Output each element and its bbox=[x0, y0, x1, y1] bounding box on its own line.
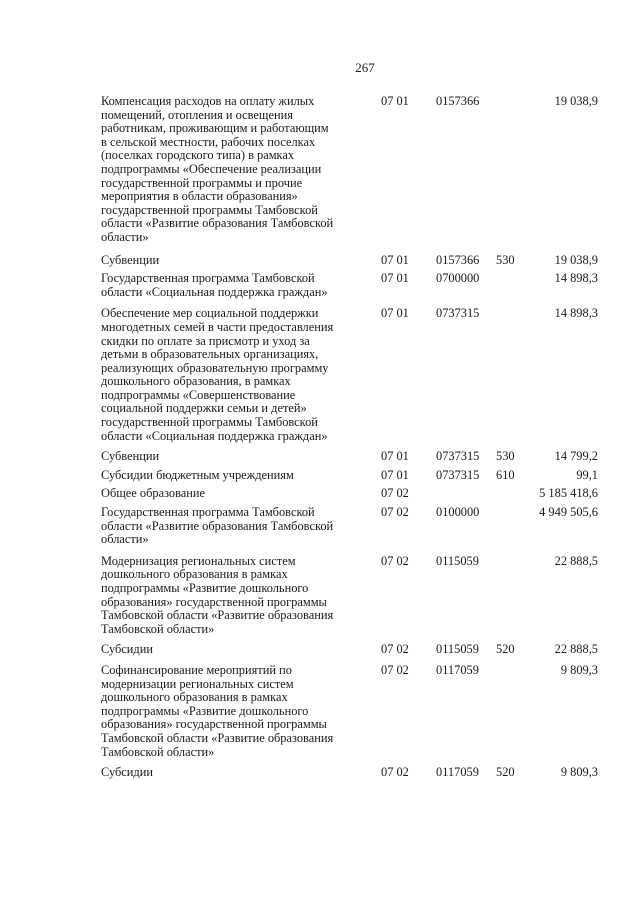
row-section-code: 07 01 bbox=[381, 467, 409, 482]
row-target-code: 0100000 bbox=[436, 505, 480, 520]
row-target-code: 0157366 bbox=[436, 252, 480, 267]
row-section-code: 07 02 bbox=[381, 662, 409, 677]
row-section-code: 07 01 bbox=[381, 306, 409, 321]
row-amount: 19 038,9 bbox=[554, 94, 598, 108]
row-target-code: 0737315 bbox=[436, 306, 480, 321]
row-name: Субсидии bbox=[101, 642, 153, 657]
row-expense-type: 530 bbox=[496, 252, 515, 267]
row-amount: 9 809,3 bbox=[560, 662, 598, 677]
row-amount: 4 949 505,6 bbox=[539, 505, 598, 520]
row-name: Софинансирование мероприятий по модернизации региональных систем дошкольного образования в рамках подпрограммы «Развитие дошкольного образования» государственной программы Тамбовской области «Развитие образования Тамбовской области» bbox=[101, 662, 334, 759]
table-row bbox=[0, 487, 640, 501]
row-amount: 22 888,5 bbox=[554, 553, 598, 568]
row-section-code: 07 01 bbox=[381, 449, 409, 464]
row-target-code: 0737315 bbox=[436, 467, 480, 482]
row-name: Компенсация расходов на оплату жилых помещений, отопления и освещения работникам, проживающим и работающим в сельской местности, рабочих поселках (поселках городского типа) в рамках подпрограммы «Обеспечение реализации государственной программы и прочие мероприятия в области образования» государственной программы Тамбовской области «Развитие образования Тамбовской области» bbox=[101, 94, 334, 244]
row-amount: 19 038,9 bbox=[554, 252, 598, 267]
row-section-code: 07 02 bbox=[381, 765, 409, 780]
row-name: Субвенции bbox=[101, 449, 160, 464]
row-target-code: 0115059 bbox=[436, 642, 479, 657]
row-expense-type: 520 bbox=[496, 642, 515, 657]
table-row bbox=[0, 643, 640, 657]
row-name: Субсидии бюджетным учреждениям bbox=[101, 467, 294, 482]
table-row bbox=[0, 766, 640, 780]
row-section-code: 07 01 bbox=[381, 271, 409, 286]
row-name: Модернизация региональных систем дошкольного образования в рамках подпрограммы «Развитие дошкольного образования» государственной программы Тамбовской области «Развитие образования Тамбовской области» bbox=[101, 553, 334, 636]
row-amount: 14 799,2 bbox=[554, 449, 598, 464]
row-section-code: 07 01 bbox=[381, 252, 409, 267]
row-expense-type: 610 bbox=[496, 467, 515, 482]
row-amount: 99,1 bbox=[576, 467, 598, 482]
row-section-code: 07 02 bbox=[381, 553, 409, 568]
row-section-code: 07 02 bbox=[381, 486, 409, 501]
table-row bbox=[0, 307, 640, 443]
row-amount: 9 809,3 bbox=[560, 765, 598, 780]
row-target-code: 0157366 bbox=[436, 94, 480, 108]
row-target-code: 0115059 bbox=[436, 553, 479, 568]
table-row bbox=[0, 95, 640, 245]
row-target-code: 0117059 bbox=[436, 765, 479, 780]
page-number: 267 bbox=[355, 60, 375, 75]
row-target-code: 0700000 bbox=[436, 271, 480, 286]
row-amount: 22 888,5 bbox=[554, 642, 598, 657]
table-row bbox=[0, 469, 640, 483]
budget-table bbox=[0, 95, 640, 780]
row-section-code: 07 02 bbox=[381, 642, 409, 657]
row-amount: 5 185 418,6 bbox=[539, 486, 598, 501]
row-name: Государственная программа Тамбовской области «Социальная поддержка граждан» bbox=[101, 271, 328, 299]
row-name: Субсидии bbox=[101, 765, 153, 780]
table-row bbox=[0, 664, 640, 759]
table-row bbox=[0, 555, 640, 637]
row-target-code: 0737315 bbox=[436, 449, 480, 464]
row-expense-type: 530 bbox=[496, 449, 515, 464]
row-name: Обеспечение мер социальной поддержки многодетных семей в части предоставления скидки по оплате за присмотр и уход за детьми в образовательных организациях, реализующих образовательную программу дошкольного образования, в рамках подпрограммы «Совершенствование социальной поддержки семьи и детей» государственной программы Тамбовской области «Социальная поддержка граждан» bbox=[101, 306, 334, 443]
table-row bbox=[0, 506, 640, 547]
table-row bbox=[0, 272, 640, 299]
row-name: Общее образование bbox=[101, 486, 206, 501]
table-row bbox=[0, 450, 640, 464]
row-section-code: 07 02 bbox=[381, 505, 409, 520]
row-amount: 14 898,3 bbox=[554, 306, 598, 321]
row-expense-type: 520 bbox=[496, 765, 515, 780]
row-name: Субвенции bbox=[101, 252, 160, 267]
row-section-code: 07 01 bbox=[381, 94, 409, 108]
row-target-code: 0117059 bbox=[436, 662, 479, 677]
table-row bbox=[0, 254, 640, 268]
row-name: Государственная программа Тамбовской области «Развитие образования Тамбовской области» bbox=[101, 505, 334, 547]
row-amount: 14 898,3 bbox=[554, 271, 598, 286]
